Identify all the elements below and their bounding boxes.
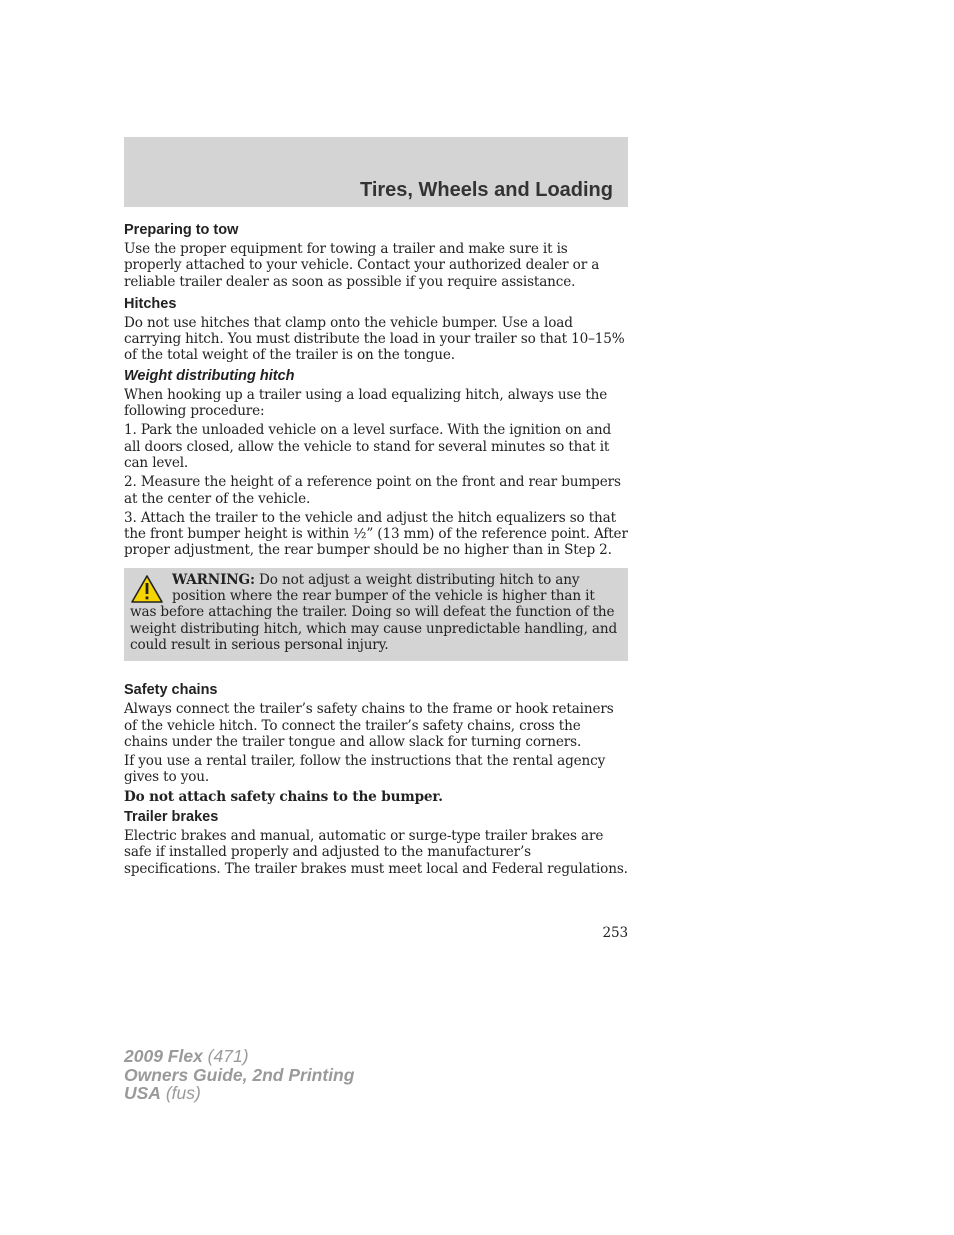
footer-line-2: Owners Guide, 2nd Printing [124, 1064, 355, 1085]
step-2: 2. Measure the height of a reference point on the front and rear bumpers at the center of the vehicle. [124, 474, 621, 507]
step-1: 1. Park the unloaded vehicle on a level surface. With the ignition on and all doors closed, allow the vehicle to stand for several minutes so that it can level. [124, 422, 612, 471]
paragraph-chains-1: Always connect the trailer’s safety chains to the frame or hook retainers of the vehicle hitch. To connect the trailer’s safety chains, cross the chains under the trailer tongue and allow slack for turning corners. [124, 701, 614, 750]
heading-hitches: Hitches [124, 295, 177, 312]
heading-safety-chains: Safety chains [124, 682, 218, 699]
warning-body: Do not adjust a weight distributing hitch to any position where the rear bumper of the vehicle is higher than it was before attaching the trailer. Doing so will defeat the function of the weight distributing hitch, which may cause unpredictable handling, and could result in serious personal injury. [130, 571, 618, 653]
heading-trailer-brakes: Trailer brakes [124, 809, 219, 826]
footer-line-3 [124, 1084, 354, 1103]
paragraph-chains-2: If you use a rental trailer, follow the instructions that the rental agency gives to you. [124, 753, 606, 786]
paragraph-brakes: Electric brakes and manual, automatic or surge-type trailer brakes are safe if installed properly and adjusted to the manufacturer’s specifications. The trailer brakes must meet local and Federal regulations. [124, 828, 628, 877]
paragraph-weight-intro: When hooking up a trailer using a load equalizing hitch, always use the following procedure: [124, 386, 608, 420]
footer-line-1 [124, 1047, 354, 1066]
warning-label: WARNING: [172, 571, 255, 588]
paragraph-hitches: Do not use hitches that clamp onto the vehicle bumper. Use a load carrying hitch. You must distribute the load in your trailer so that 10–15% of the total weight of the trailer is on the tongue. [124, 314, 625, 364]
warning-box [124, 568, 628, 661]
heading-preparing-to-tow: Preparing to tow [124, 222, 239, 238]
paragraph-chains-bold: Do not attach safety chains to the bumper. [124, 788, 443, 805]
footer-market-code: (fus) [160, 1083, 201, 1103]
document-footer [124, 1047, 354, 1103]
step-3: 3. Attach the trailer to the vehicle and adjust the hitch equalizers so that the front bumper height is within ½” (13 mm) of the reference point. After proper adjustment, the rear bumper should be no higher than in Step 2. [124, 509, 628, 559]
paragraph-preparing: Use the proper equipment for towing a trailer and make sure it is properly attached to your vehicle. Contact your authorized dealer or a reliable trailer dealer as soon as possible if you require assistance. [124, 241, 600, 290]
warning-triangle-icon [130, 574, 164, 604]
chapter-title: Tires, Wheels and Loading [359, 179, 613, 201]
heading-weight-distributing-hitch: Weight distributing hitch [124, 367, 295, 384]
footer-model: 2009 Flex [124, 1046, 203, 1066]
page-content [124, 221, 628, 880]
footer-market: USA [124, 1083, 161, 1103]
footer-model-code: (471) [202, 1046, 249, 1066]
chapter-header-band [124, 137, 628, 207]
warning-text [130, 572, 622, 653]
page-number: 253 [602, 925, 628, 941]
